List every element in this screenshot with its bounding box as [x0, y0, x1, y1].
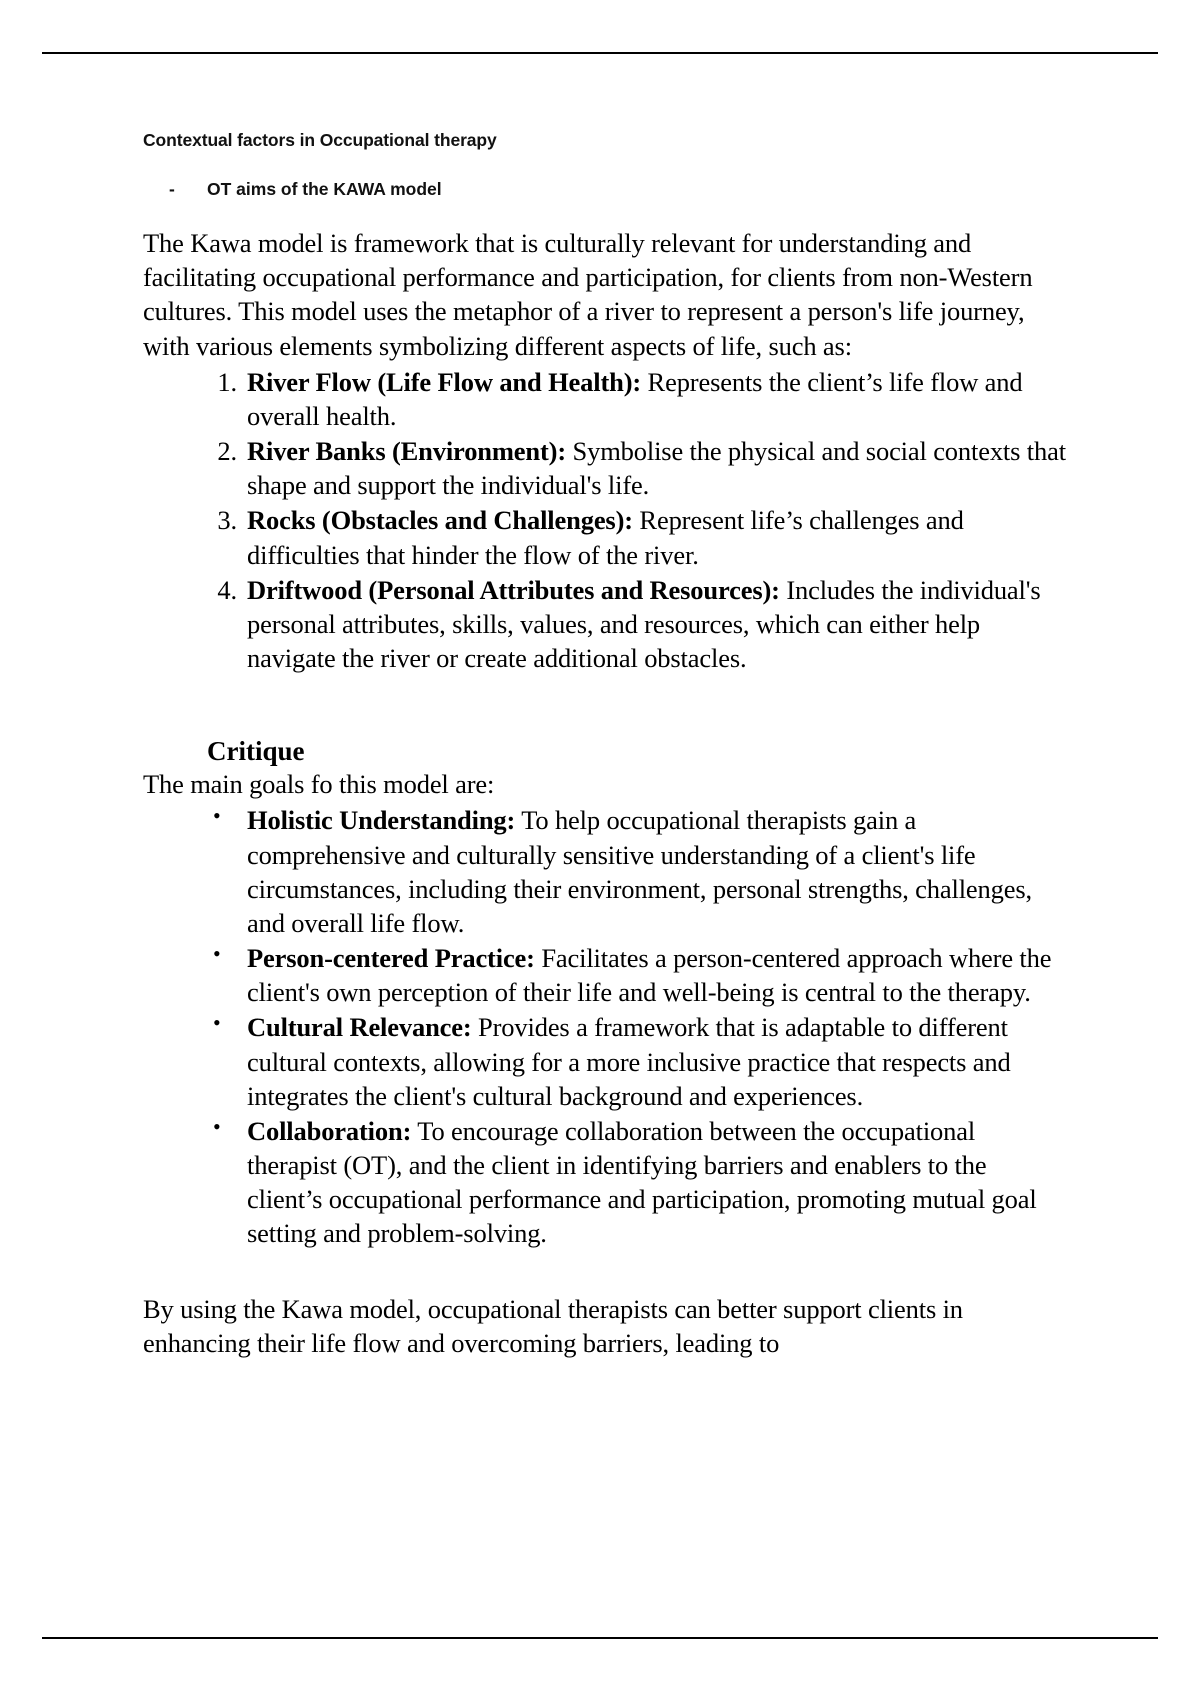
footer-rule: [42, 1637, 1158, 1639]
list-item-term: River Banks (Environment):: [247, 436, 567, 467]
list-item: [207, 941, 1068, 1009]
list-item-text: Symbolise the physical and social contexts that shape and support the individual's life.: [247, 436, 1066, 501]
list-item-text: To encourage collaboration between the occupational therapist (OT), and the client in identifying barriers and enablers to the client’s occupational performance and participation, promoting mutual goal setting and problem-solving.: [247, 1115, 1037, 1249]
closing-paragraph: By using the Kawa model, occupational therapists can better support clients in enhancing their life flow and overcoming barriers, leading to: [143, 1293, 963, 1358]
page-title: Contextual factors in Occupational therapy: [143, 130, 497, 150]
list-item-text: Includes the individual's personal attributes, skills, values, and resources, which can either help navigate the river or create additional obstacles.: [247, 574, 1041, 674]
list-item-term: Holistic Understanding:: [247, 805, 516, 836]
list-item-term: Rocks (Obstacles and Challenges):: [247, 505, 633, 536]
list-item-term: Cultural Relevance:: [247, 1012, 472, 1043]
list-item-text: Represent life’s challenges and difficulties that hinder the flow of the river.: [247, 505, 964, 570]
list-item-term: Driftwood (Personal Attributes and Resources):: [247, 574, 780, 605]
list-item-term: Person-centered Practice:: [247, 943, 535, 974]
list-item: [207, 434, 1068, 502]
kawa-elements-list: [143, 365, 1068, 676]
dash-marker: -: [169, 179, 175, 199]
list-item: [207, 1114, 1068, 1251]
list-item-text: Represents the client’s life flow and overall health.: [247, 366, 1023, 431]
list-item: [207, 365, 1068, 433]
goals-lead-paragraph: The main goals fo this model are:: [143, 769, 495, 800]
list-item-text: To help occupational therapists gain a comprehensive and culturally sensitive understanding of a client's life circumstances, including their environment, personal strengths, challenges, and overall life flow.: [247, 805, 1032, 938]
list-item: [207, 803, 1068, 940]
list-item: [207, 1010, 1068, 1113]
goals-list: [143, 803, 1068, 1250]
list-item-text: Facilitates a person-centered approach where the client's own perception of their life and well-being is central to the therapy.: [247, 943, 1052, 1008]
intro-paragraph: The Kawa model is framework that is culturally relevant for understanding and facilitating occupational performance and participation, for clients from non-Western cultures. This model uses the metaphor of a river to represent a person's life journey, with various elements symbolizing different aspects of life, such as:: [143, 228, 1033, 361]
list-item: [207, 573, 1068, 676]
list-item: [207, 503, 1068, 571]
header-rule: [42, 52, 1158, 54]
subheading-ot-aims: [143, 179, 1068, 200]
list-item-term: Collaboration:: [247, 1115, 412, 1146]
subheading-label: OT aims of the KAWA model: [207, 179, 442, 199]
list-item-term: River Flow (Life Flow and Health):: [247, 366, 642, 397]
document-body: [143, 130, 1068, 1362]
list-item-text: Provides a framework that is adaptable to different cultural contexts, allowing for a more inclusive practice that respects and integrates the client's cultural background and experiences.: [247, 1012, 1011, 1111]
critique-heading: Critique: [207, 736, 305, 767]
